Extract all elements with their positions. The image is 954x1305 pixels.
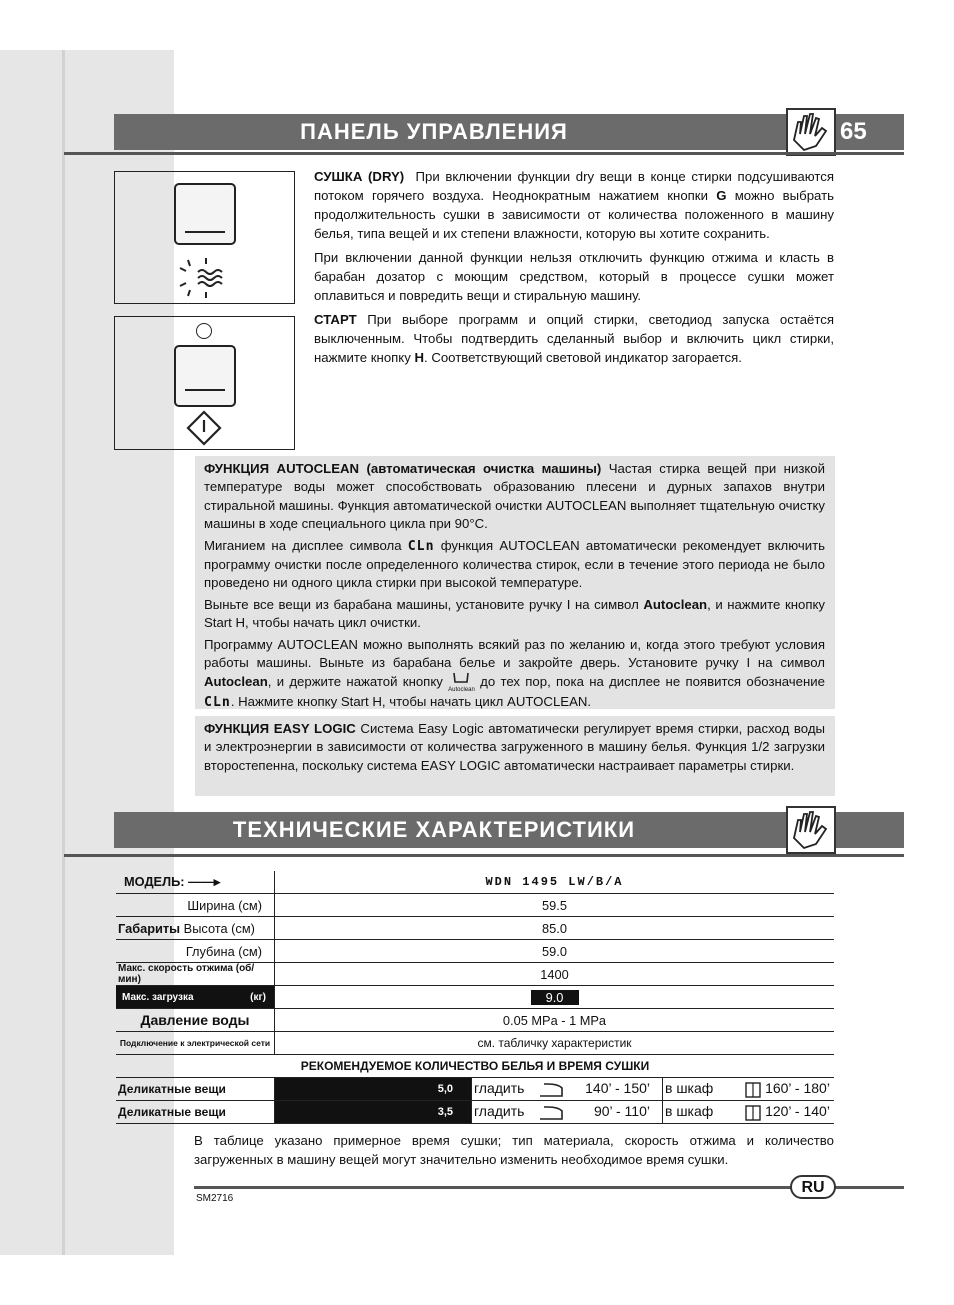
drying-row-iron [472, 1078, 663, 1101]
load-label: Макс. загрузка [122, 991, 194, 1003]
mode-wardrobe-label: в шкаф [665, 1103, 714, 1120]
autoclean-heading: ФУНКЦИЯ AUTOCLEAN (автоматическая очистка машины) [204, 461, 602, 476]
wardrobe-icon [745, 1105, 761, 1121]
autoclean-p3-bold: Autoclean [643, 596, 708, 612]
drying-row-label: Деликатные вещи [116, 1078, 275, 1101]
section-rule [64, 152, 904, 155]
drying-row-wardrobe [663, 1078, 835, 1101]
hand-icon [786, 806, 836, 854]
autoclean-p3: Выньте все вещи из барабана машины, установите ручку I на символ [204, 596, 644, 612]
pressure-value: 0.05 MPa - 1 MPa [275, 1009, 835, 1032]
autoclean-p1: Частая стирка вещей при низкой температуре воды может способствовать образованию плесени и дурных запахов внутри стиральной машины. Функция автоматической очистки AUTOCLEAN выполняет тщательную очистку машины в ходе специального цикла при 90°C. [204, 461, 825, 532]
start-button [174, 345, 236, 407]
drying-row-wardrobe [663, 1101, 835, 1124]
load-value-cell [275, 986, 835, 1009]
model-label-cell [116, 871, 275, 894]
time-wardrobe: 120’ - 140’ [765, 1103, 830, 1120]
autoclean-p2: Миганием на дисплее символа [204, 537, 402, 553]
section-header-control-panel [114, 114, 904, 150]
autoclean-p4-cont2: до тех пор, пока на дисплее не появится обозначение [480, 674, 825, 690]
dry-button [174, 183, 236, 245]
section-rule [64, 854, 904, 857]
dry-steam-icon [178, 256, 232, 300]
power-value: см. табличку характеристик [275, 1032, 835, 1055]
dry-button-illustration [114, 171, 295, 304]
start-led-indicator [196, 323, 212, 339]
spec-table [116, 871, 834, 1124]
start-button-illustration [114, 316, 295, 450]
pressure-label: Давление воды [116, 1009, 275, 1032]
start-heading: СТАРТ [314, 312, 357, 327]
mode-wardrobe-label: в шкаф [665, 1080, 714, 1097]
drying-row [116, 1101, 834, 1124]
section-title: ПАНЕЛЬ УПРАВЛЕНИЯ [300, 119, 568, 144]
drying-row [116, 1078, 834, 1101]
power-label: Подключение к электрической сети [116, 1032, 275, 1055]
footnote: В таблице указано примерное время сушки; тип материала, скорость отжима и количество загруженных в машину вещей могут значительно изменить необходимое время сушки. [194, 1133, 834, 1167]
dry-text: При включении функции dry вещи в конце стирки подсушиваются потоком горячего воздуха. Неоднократным нажатием кнопки [314, 169, 834, 203]
easylogic-box [195, 716, 835, 796]
spin-label: Макс. скорость отжима (об/мин) [116, 963, 275, 986]
start-text-cont: . Соответствующий световой индикатор загорается. [424, 350, 742, 365]
document-code: SM2716 [196, 1193, 234, 1204]
arrow-right-icon: ——▸ [188, 874, 221, 889]
autoclean-p3-cont: , и нажмите кнопку Start H, чтобы начать цикл очистки. [204, 596, 825, 631]
dry-key: G [716, 188, 727, 203]
autoclean-tub-icon [448, 672, 475, 693]
page-number: 65 [840, 118, 867, 145]
dims-label: Габариты [118, 920, 181, 936]
mode-iron-label: гладить [474, 1103, 525, 1120]
width-label: Ширина (см) [116, 894, 275, 917]
autoclean-box [195, 456, 835, 709]
autoclean-icon-label: Autoclean [448, 687, 475, 694]
start-text: При выборе программ и опций стирки, светодиод запуска остаётся выключенным. Чтобы подтвердить сделанный выбор и включить цикл стирки, нажмите кнопку [314, 312, 834, 365]
mode-iron-label: гладить [474, 1080, 525, 1097]
start-key: H [414, 350, 424, 365]
depth-value: 59.0 [275, 940, 835, 963]
time-iron: 90’ - 110’ [593, 1103, 650, 1120]
autoclean-p4-bold: Autoclean [204, 674, 268, 690]
width-value: 59.5 [275, 894, 835, 917]
easylogic-text: Система Easy Logic автоматически регулирует время стирки, расход воды и электроэнергии в зависимости от количества загруженного в машину белья. Функция 1/2 загрузки второстепенна, поскольку система EASY LOGIC автоматически настраивает параметры стирки. [204, 721, 825, 773]
model-value: WDN 1495 LW/B/A [275, 871, 835, 894]
dry-heading: СУШКА (DRY) [314, 169, 405, 184]
load-label-cell [116, 986, 275, 1009]
autoclean-p4-cont: , и держите нажатой кнопку [267, 674, 443, 690]
depth-label: Глубина (см) [116, 940, 275, 963]
drying-heading: РЕКОМЕНДУЕМОЕ КОЛИЧЕСТВО БЕЛЬЯ И ВРЕМЯ СУШКИ [116, 1055, 834, 1078]
cln-symbol: CLn [407, 538, 435, 554]
start-pause-icon [186, 410, 222, 446]
height-label: Высота (см) [183, 920, 255, 936]
dry-text-cont: можно выбрать продолжительность сушки в зависимости от количества положенного в машину белья, типа вещей и их степени влажности, которую вы хотите сохранить. [314, 188, 834, 241]
iron-icon [538, 1105, 564, 1121]
time-wardrobe: 160’ - 180’ [765, 1080, 830, 1097]
section-header-specs [114, 812, 904, 848]
drying-row-iron [472, 1101, 663, 1124]
language-badge: RU [790, 1175, 836, 1199]
spin-value: 1400 [275, 963, 835, 986]
time-iron: 140’ - 150’ [585, 1080, 650, 1097]
height-value: 85.0 [275, 917, 835, 940]
autoclean-p4-end: . Нажмите кнопку Start H, чтобы начать цикл AUTOCLEAN. [230, 694, 592, 710]
iron-icon [538, 1082, 564, 1098]
autoclean-p4: Программу AUTOCLEAN можно выполнять всякий раз по желанию и, когда этого требуют условия работы машины. Выньте из барабана белье и закройте дверь. Установите ручку I на символ [204, 636, 825, 671]
autoclean-p2-cont: функция AUTOCLEAN автоматически рекомендует включить программу очистки после определенного количества стирок, если в течение этого периода не было проведено ни одного цикла стирки при высокой температуре. [204, 537, 825, 591]
wardrobe-icon [745, 1082, 761, 1098]
easylogic-heading: ФУНКЦИЯ EASY LOGIC [204, 721, 356, 736]
drying-row-label: Деликатные вещи [116, 1101, 275, 1124]
cln-symbol-2: CLn [204, 695, 231, 711]
section-title: ТЕХНИЧЕСКИЕ ХАРАКТЕРИСТИКИ [232, 817, 636, 842]
hand-icon [786, 108, 836, 156]
load-unit: (кг) [250, 991, 266, 1003]
drying-row-kg: 5,0 [275, 1078, 472, 1101]
load-value: 9.0 [531, 990, 579, 1005]
model-label: МОДЕЛЬ: [124, 874, 185, 889]
drying-row-kg: 3,5 [275, 1101, 472, 1124]
dry-start-text [314, 167, 834, 372]
dry-warning: При включении данной функции нельзя отключить функцию отжима и класть в барабан дозатор с моющим средством, который в процессе сушки может оплавиться и повредить вещи и стиральную машину. [314, 250, 834, 303]
height-label-cell [116, 917, 275, 940]
